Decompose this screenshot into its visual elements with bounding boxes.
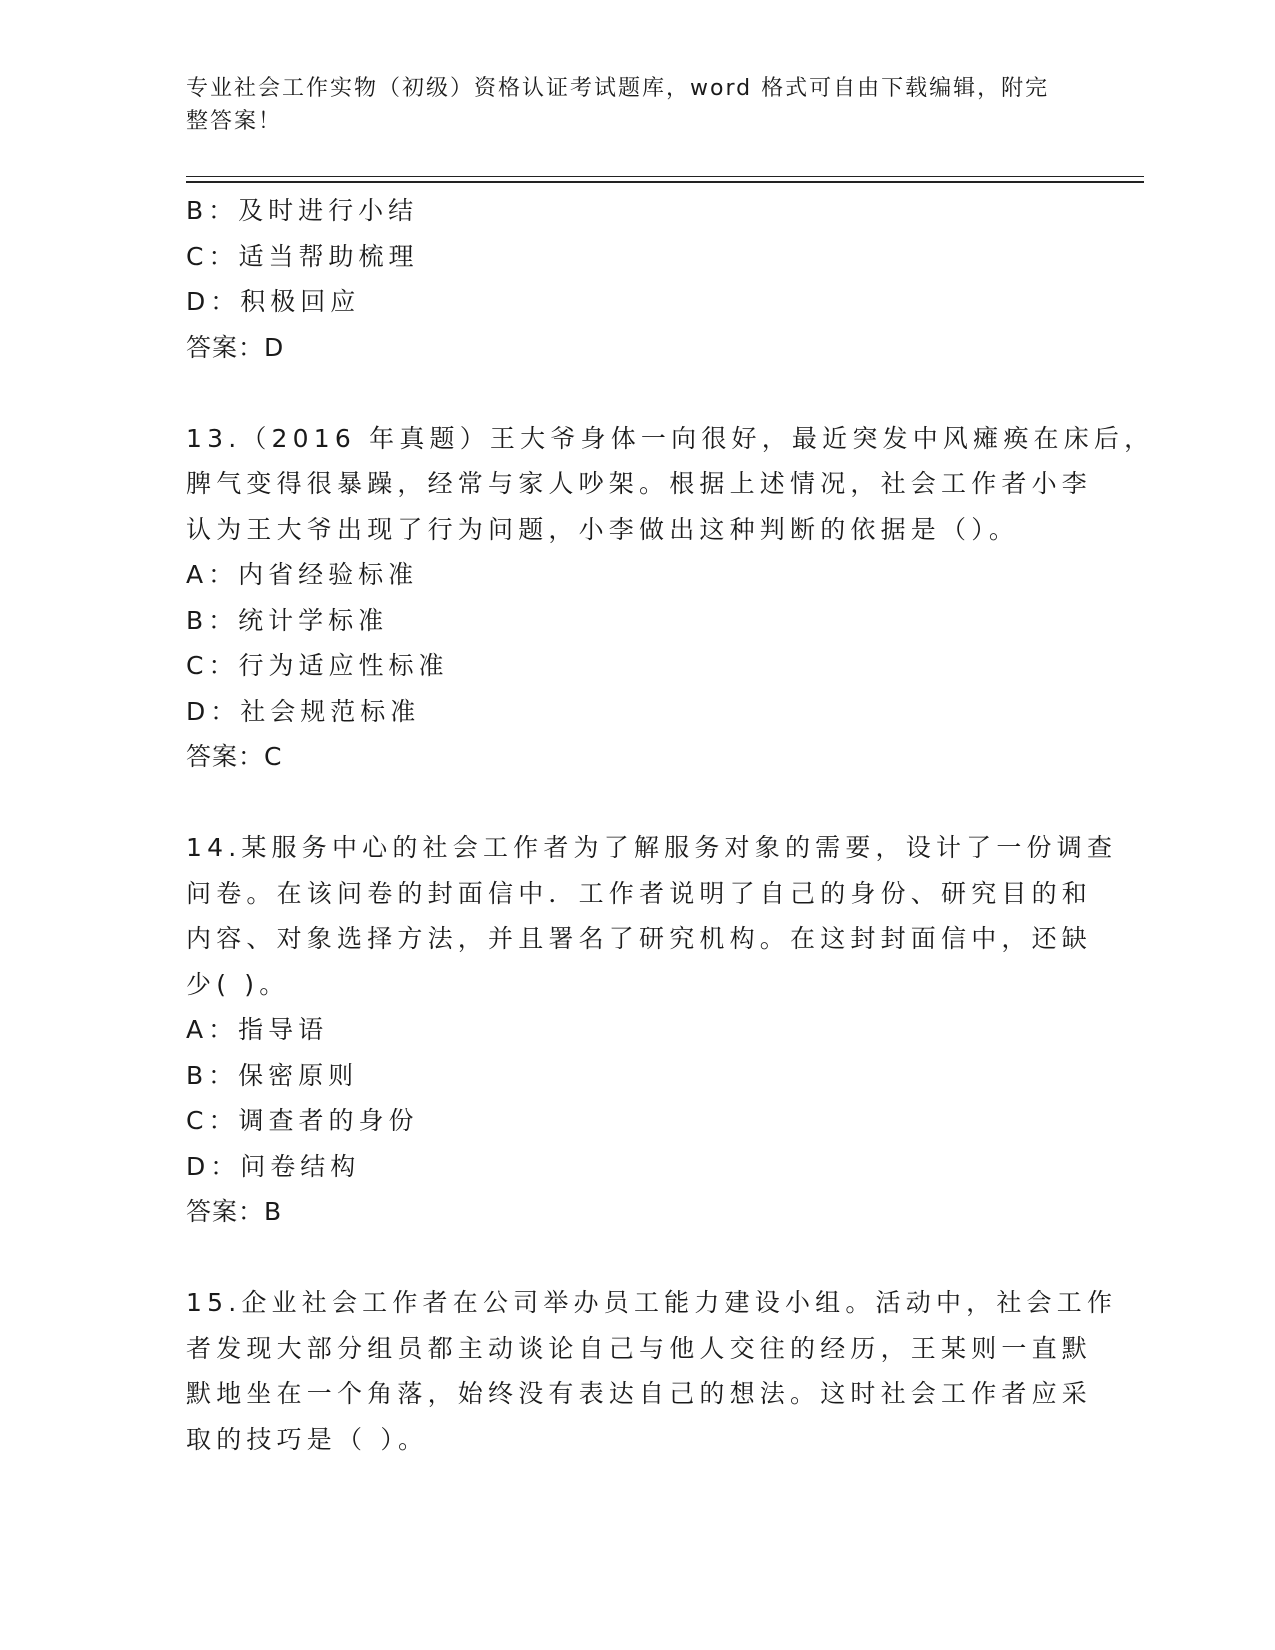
question-line: 认为王大爷出现了行为问题，小李做出这种判断的依据是（）。: [186, 514, 1020, 544]
option-a: A：指导语: [186, 1015, 329, 1044]
question-12-continued: [186, 188, 1066, 370]
option-b: B：保密原则: [186, 1060, 359, 1090]
question-line: 内容、对象选择方法，并且署名了研究机构。在这封封面信中，还缺: [186, 924, 1093, 953]
option-c: C：行为适应性标准: [186, 651, 449, 680]
option-a: A：内省经验标准: [186, 560, 419, 589]
spacer: [186, 370, 1066, 416]
option-d: D：积极回应: [186, 287, 361, 316]
question-text: [186, 416, 1155, 553]
document-body: [186, 188, 1155, 1462]
header-line-2: 整答案！: [186, 109, 283, 134]
option-b: B：统计学标准: [186, 605, 389, 635]
question-line: 13.（2016 年真题）王大爷身体一向很好，最近突发中风瘫痪在床后，: [186, 423, 1155, 453]
option-d: D：问卷结构: [186, 1151, 361, 1181]
question-15: [186, 1280, 1118, 1462]
question-14: [186, 825, 1118, 1235]
header-rule-thick: [186, 181, 1144, 183]
page-header: [186, 72, 1066, 138]
option-c: C：适当帮助梳理: [186, 241, 419, 271]
question-text: [186, 825, 1118, 1007]
answer-line: 答案：D: [186, 332, 285, 362]
question-text: [186, 1280, 1118, 1462]
answer-line: 答案：B: [186, 1197, 283, 1226]
question-line: 者发现大部分组员都主动谈论自己与他人交往的经历，王某则一直默: [186, 1333, 1093, 1363]
option-c: C：调查者的身份: [186, 1106, 419, 1135]
spacer: [186, 780, 1066, 826]
question-line: 问卷。在该问卷的封面信中．工作者说明了自己的身份、研究目的和: [186, 878, 1093, 908]
answer-line: 答案：C: [186, 742, 283, 771]
question-line: 脾气变得很暴躁，经常与家人吵架。根据上述情况，社会工作者小李: [186, 469, 1093, 498]
question-13: [186, 416, 1155, 780]
header-rule-thin: [186, 176, 1144, 177]
question-line: 15.企业社会工作者在公司举办员工能力建设小组。活动中，社会工作: [186, 1288, 1118, 1317]
spacer: [186, 1235, 1066, 1281]
question-line: 取的技巧是（ ）。: [186, 1424, 429, 1454]
question-line: 14.某服务中心的社会工作者为了解服务对象的需要，设计了一份调查: [186, 833, 1118, 862]
option-d: D：社会规范标准: [186, 696, 421, 726]
question-line: 默地坐在一个角落，始终没有表达自己的想法。这时社会工作者应采: [186, 1379, 1093, 1408]
option-b: B：及时进行小结: [186, 196, 419, 225]
header-line-1: 专业社会工作实物（初级）资格认证考试题库，word 格式可自由下载编辑，附完: [186, 76, 1050, 101]
question-line: 少( )。: [186, 969, 290, 999]
